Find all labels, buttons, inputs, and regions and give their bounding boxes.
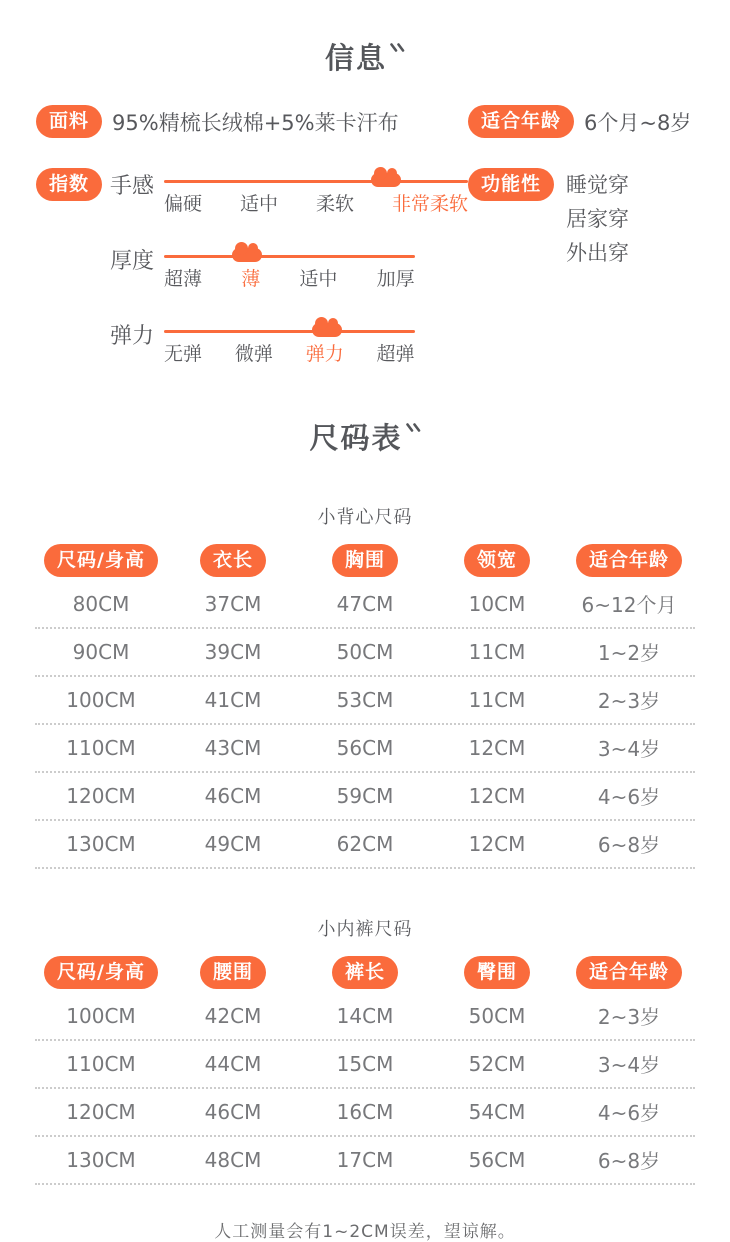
title-accent-ticks-icon xyxy=(405,409,421,443)
table-cell: 41CM xyxy=(204,687,262,712)
table-cell: 12CM xyxy=(468,783,526,808)
column-header: 胸围 xyxy=(332,544,398,577)
option-label-selected: 薄 xyxy=(241,268,261,290)
option-label: 微弹 xyxy=(234,343,273,365)
slider-thickness-label: 厚度 xyxy=(110,249,155,274)
table-cell: 50CM xyxy=(336,639,394,664)
table-cell: 100CM xyxy=(66,687,136,712)
measurement-note: 人工测量会有1~2CM误差，望谅解。 xyxy=(214,1222,516,1242)
table-cell: 130CM xyxy=(66,831,136,856)
table-cell: 37CM xyxy=(204,591,262,616)
column-header: 衣长 xyxy=(200,544,266,577)
slider-elasticity-thumb-icon xyxy=(312,323,342,337)
table-cell: 10CM xyxy=(468,591,526,616)
slider-elasticity-options xyxy=(164,339,415,366)
option-label: 无弹 xyxy=(164,343,203,365)
slider-thickness-track xyxy=(164,255,415,258)
fabric-badge: 面料 xyxy=(36,105,102,138)
table-cell: 46CM xyxy=(204,1099,262,1124)
column-header: 适合年龄 xyxy=(576,956,682,989)
column-header: 裤长 xyxy=(332,956,398,989)
table-cell: 43CM xyxy=(204,735,262,760)
underwear-table-header xyxy=(35,956,695,989)
table-cell: 12CM xyxy=(468,735,526,760)
column-header: 尺码/身高 xyxy=(44,544,158,577)
slider-list xyxy=(110,168,468,366)
info-right-column xyxy=(468,105,694,366)
slider-thickness xyxy=(110,243,468,291)
option-label: 加厚 xyxy=(376,268,415,290)
table-cell: 47CM xyxy=(336,591,394,616)
vest-size-table xyxy=(35,544,695,869)
functionality-item: 睡觉穿 xyxy=(566,173,630,197)
slider-thickness-body xyxy=(164,243,415,291)
table-cell: 110CM xyxy=(66,735,136,760)
functionality-block xyxy=(468,168,694,270)
table-cell: 54CM xyxy=(468,1099,526,1124)
table-cell: 49CM xyxy=(204,831,262,856)
table-row xyxy=(35,581,695,629)
table-cell: 6~8岁 xyxy=(597,833,661,857)
table-cell: 80CM xyxy=(72,591,130,616)
table-cell: 56CM xyxy=(336,735,394,760)
info-grid xyxy=(0,105,730,366)
table-row xyxy=(35,629,695,677)
option-label: 柔软 xyxy=(315,193,354,215)
slider-handfeel-body xyxy=(164,168,468,216)
option-label: 适中 xyxy=(299,268,338,290)
table-cell: 52CM xyxy=(468,1051,526,1076)
fabric-row xyxy=(36,105,468,138)
info-left-column xyxy=(36,105,468,366)
size-title-text: 尺码表 xyxy=(309,421,403,455)
table-cell: 15CM xyxy=(336,1051,394,1076)
table-cell: 14CM xyxy=(336,1003,394,1028)
fabric-value: 95%精梳长绒棉+5%莱卡汗布 xyxy=(112,110,399,135)
table-cell: 17CM xyxy=(336,1147,394,1172)
table-cell: 120CM xyxy=(66,783,136,808)
option-label-selected: 弹力 xyxy=(305,343,344,365)
table-cell: 62CM xyxy=(336,831,394,856)
info-section-title xyxy=(0,0,730,77)
index-block xyxy=(36,168,468,366)
table-cell: 4~6岁 xyxy=(597,785,661,809)
table-row xyxy=(35,773,695,821)
option-label: 偏硬 xyxy=(164,193,203,215)
table-cell: 100CM xyxy=(66,1003,136,1028)
functionality-item: 外出穿 xyxy=(566,241,630,265)
index-badge: 指数 xyxy=(36,168,102,201)
slider-handfeel-thumb-icon xyxy=(371,173,401,187)
column-header: 领宽 xyxy=(464,544,530,577)
table-cell: 6~12个月 xyxy=(581,593,677,617)
table-row xyxy=(35,1089,695,1137)
table-cell: 42CM xyxy=(204,1003,262,1028)
column-header: 臀围 xyxy=(464,956,530,989)
table-cell: 1~2岁 xyxy=(597,641,661,665)
table-cell: 59CM xyxy=(336,783,394,808)
slider-handfeel xyxy=(110,168,468,216)
slider-elasticity-body xyxy=(164,318,415,366)
table-cell: 50CM xyxy=(468,1003,526,1028)
table-cell: 90CM xyxy=(72,639,130,664)
option-label-selected: 非常柔软 xyxy=(391,193,468,215)
table-cell: 12CM xyxy=(468,831,526,856)
table-cell: 11CM xyxy=(468,687,526,712)
slider-elasticity xyxy=(110,318,468,366)
table-cell: 120CM xyxy=(66,1099,136,1124)
slider-handfeel-track xyxy=(164,180,468,183)
table-cell: 11CM xyxy=(468,639,526,664)
table-cell: 48CM xyxy=(204,1147,262,1172)
table-cell: 2~3岁 xyxy=(597,1005,661,1029)
table-row xyxy=(35,1041,695,1089)
table-cell: 130CM xyxy=(66,1147,136,1172)
table-cell: 53CM xyxy=(336,687,394,712)
slider-thickness-options xyxy=(164,264,415,291)
table-cell: 39CM xyxy=(204,639,262,664)
vest-table-header xyxy=(35,544,695,577)
slider-thickness-thumb-icon xyxy=(232,248,262,262)
slider-elasticity-track xyxy=(164,330,415,333)
option-label: 超弹 xyxy=(376,343,415,365)
table-cell: 46CM xyxy=(204,783,262,808)
table-row xyxy=(35,993,695,1041)
table-cell: 44CM xyxy=(204,1051,262,1076)
table-cell: 4~6岁 xyxy=(597,1101,661,1125)
info-title-text: 信息 xyxy=(324,41,387,75)
column-header: 适合年龄 xyxy=(576,544,682,577)
functionality-list xyxy=(566,168,629,270)
table-row xyxy=(35,677,695,725)
table-row xyxy=(35,725,695,773)
vest-table-subtitle: 小背心尺码 xyxy=(317,507,413,528)
slider-handfeel-options xyxy=(164,189,468,216)
age-badge: 适合年龄 xyxy=(468,105,574,138)
functionality-item: 居家穿 xyxy=(566,207,630,231)
title-accent-ticks-icon xyxy=(389,29,405,63)
column-header: 尺码/身高 xyxy=(44,956,158,989)
slider-elasticity-label: 弹力 xyxy=(110,324,155,349)
underwear-size-table xyxy=(35,956,695,1185)
table-cell: 3~4岁 xyxy=(597,1053,661,1077)
table-row xyxy=(35,821,695,869)
size-section-title xyxy=(0,366,730,457)
slider-handfeel-label: 手感 xyxy=(110,174,155,199)
table-cell: 6~8岁 xyxy=(597,1149,661,1173)
column-header: 腰围 xyxy=(200,956,266,989)
table-cell: 16CM xyxy=(336,1099,394,1124)
age-row xyxy=(468,105,694,138)
functionality-badge: 功能性 xyxy=(468,168,554,201)
table-cell: 110CM xyxy=(66,1051,136,1076)
age-value: 6个月~8岁 xyxy=(584,110,692,135)
table-cell: 3~4岁 xyxy=(597,737,661,761)
table-row xyxy=(35,1137,695,1185)
table-cell: 56CM xyxy=(468,1147,526,1172)
option-label: 适中 xyxy=(240,193,279,215)
option-label: 超薄 xyxy=(164,268,203,290)
table-cell: 2~3岁 xyxy=(597,689,661,713)
underwear-table-subtitle: 小内裤尺码 xyxy=(317,919,413,940)
